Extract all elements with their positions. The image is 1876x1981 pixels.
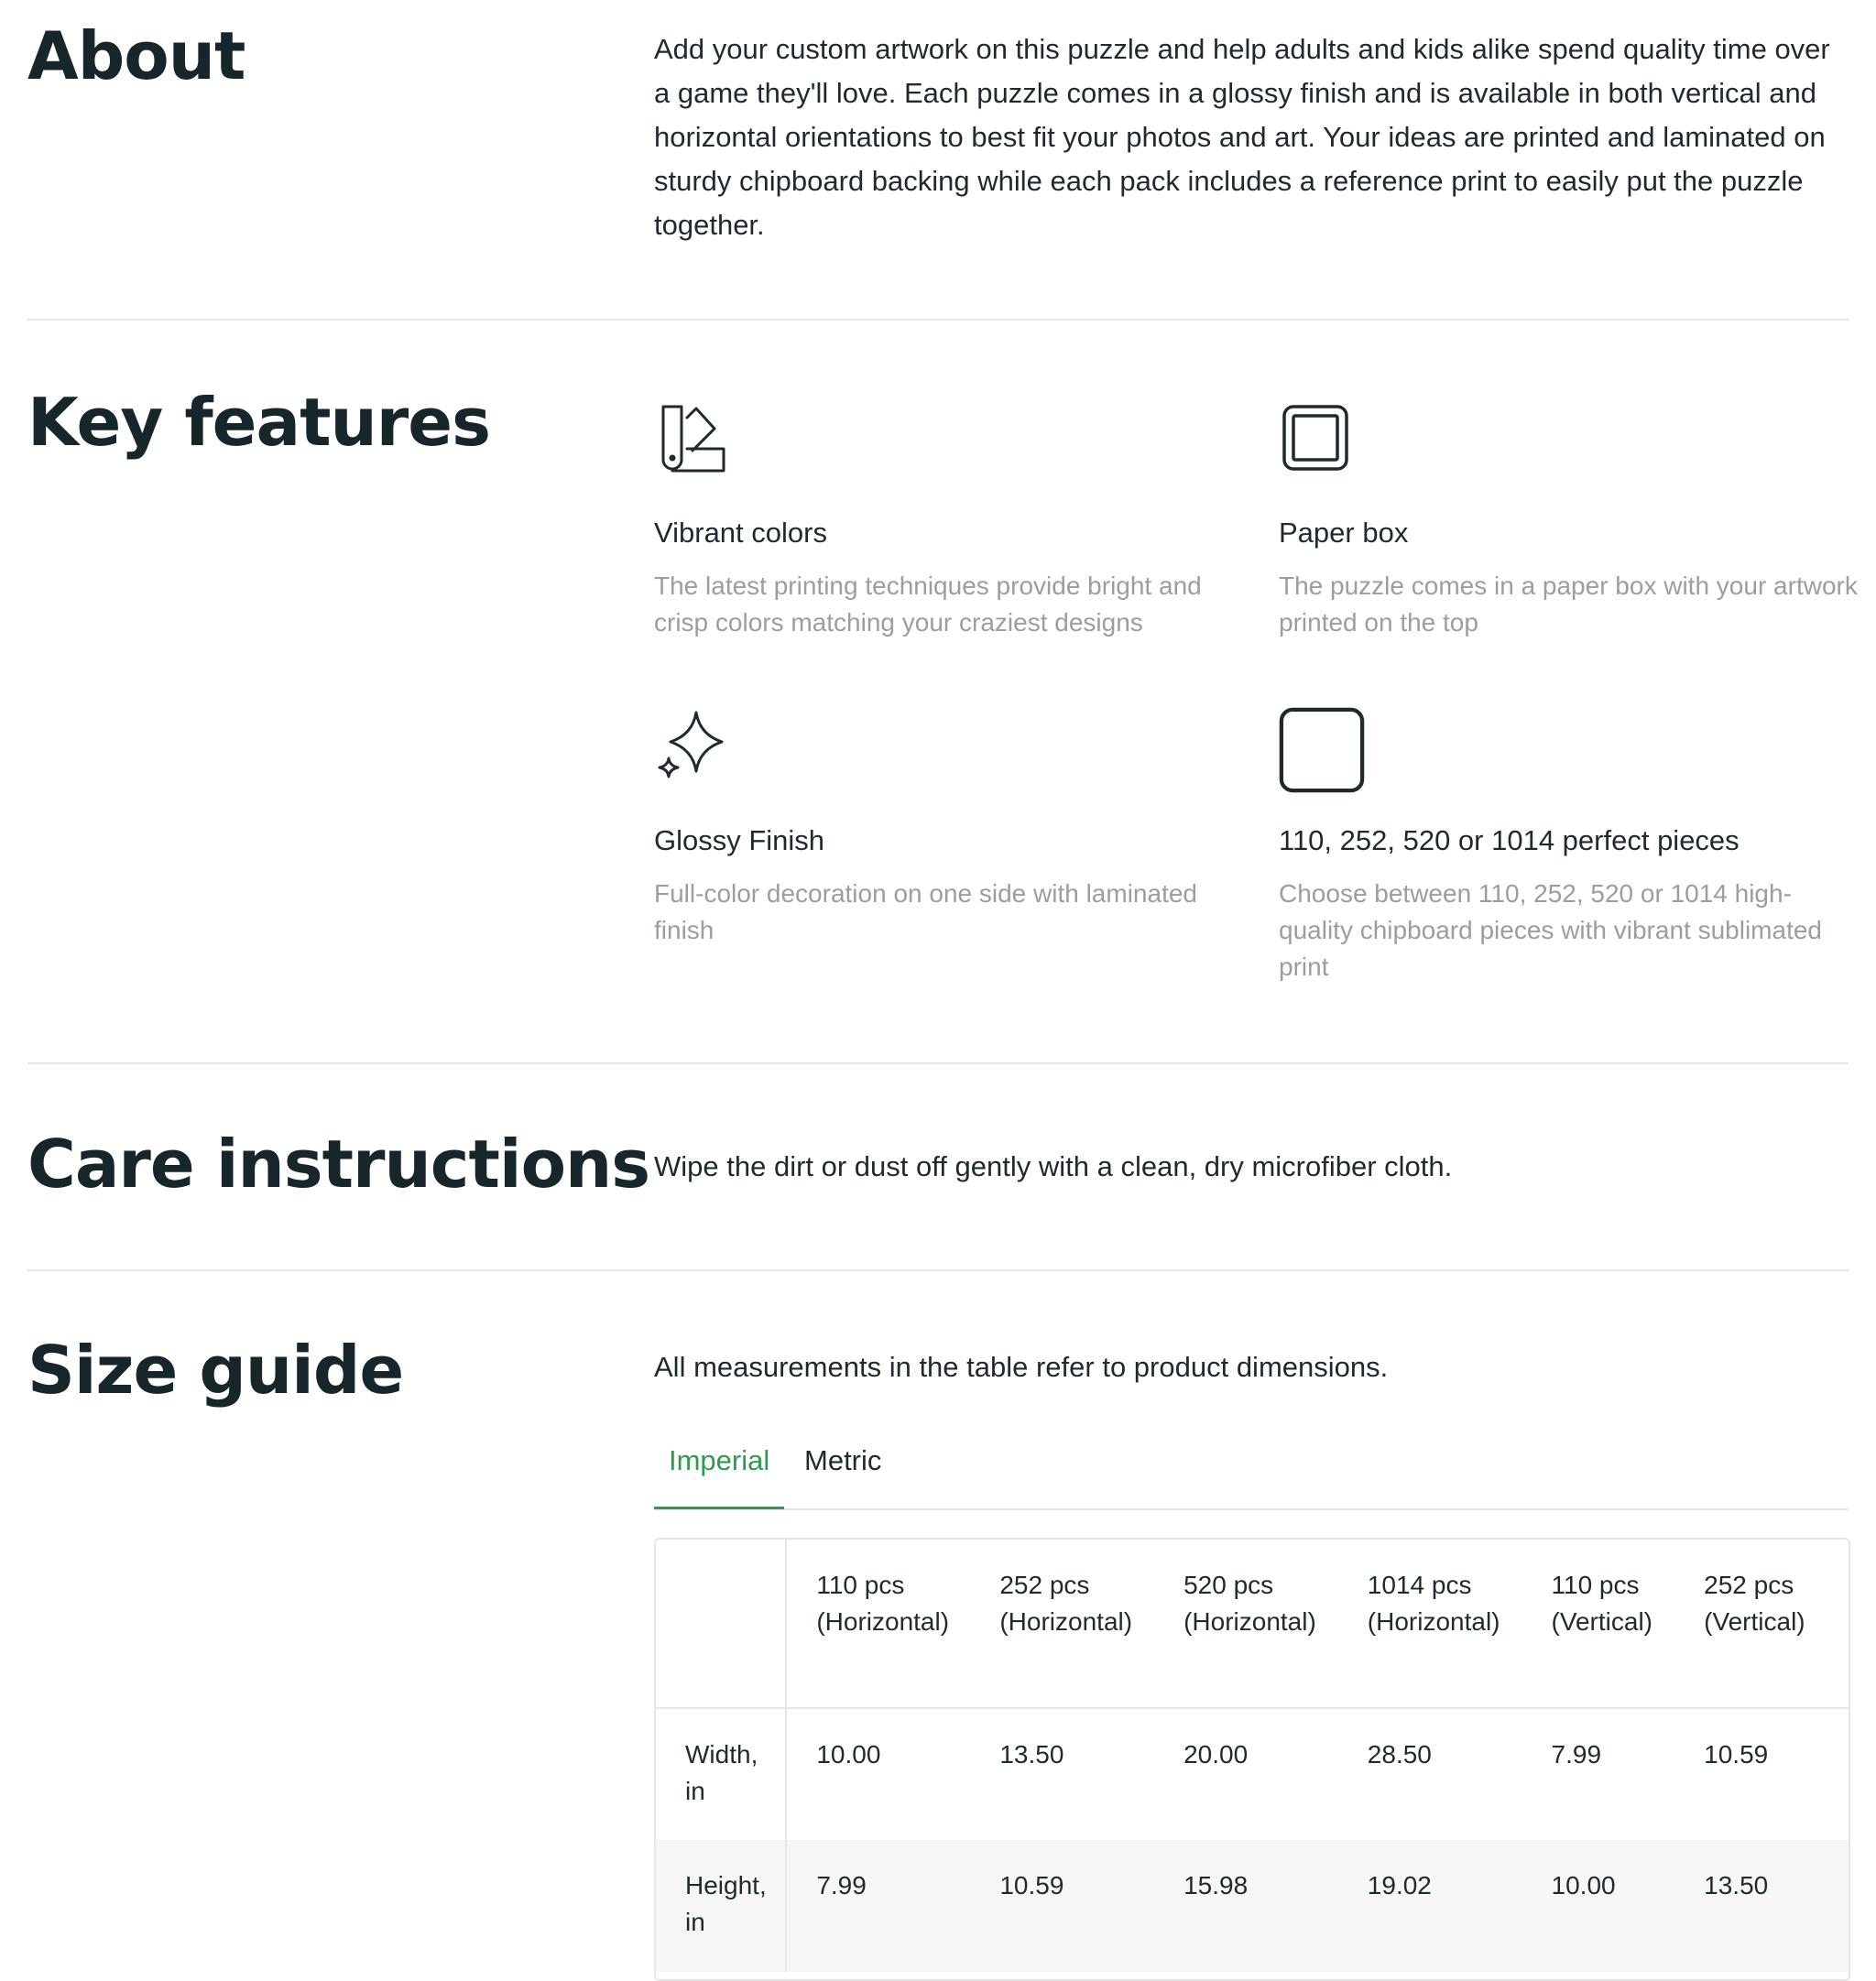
care-instructions-heading: Care instructions bbox=[27, 1126, 650, 1203]
table-cell: 7.99 bbox=[786, 1840, 970, 1972]
feature-perfect-pieces bbox=[1279, 709, 1865, 985]
row-header: Width, in bbox=[656, 1708, 786, 1840]
tab-imperial[interactable]: Imperial bbox=[654, 1435, 784, 1509]
table-cell: 20.00 bbox=[1183, 1740, 1249, 1769]
table-cell: 15.98 bbox=[1154, 1840, 1338, 1972]
feature-desc: The puzzle comes in a paper box with your artwork printed on the top bbox=[1279, 571, 1858, 637]
column-header: 110 pcs (Vertical) bbox=[1551, 1571, 1652, 1636]
table-cell: 10.00 bbox=[1522, 1840, 1675, 1972]
feature-title: 110, 252, 520 or 1014 perfect pieces bbox=[1279, 824, 1740, 856]
feature-desc: Choose between 110, 252, 520 or 1014 high-quality chipboard pieces with vibrant sublimated print bbox=[1279, 879, 1822, 981]
table-cell: 7.99 bbox=[1551, 1740, 1602, 1769]
feature-desc: Full-color decoration on one side with laminated finish bbox=[654, 879, 1197, 944]
key-features-heading: Key features bbox=[27, 384, 490, 461]
column-header: 1014 pcs (Horizontal) bbox=[1367, 1571, 1500, 1636]
feature-vibrant-colors bbox=[654, 401, 1240, 641]
size-guide-heading: Size guide bbox=[27, 1332, 404, 1409]
feature-glossy-finish bbox=[654, 709, 1240, 949]
feature-title: Glossy Finish bbox=[654, 824, 825, 856]
table-row bbox=[656, 1708, 1849, 1840]
column-header: 520 pcs (Horizontal) bbox=[1183, 1571, 1316, 1636]
table-cell: 13.50 bbox=[999, 1740, 1064, 1769]
column-header: 252 pcs (Horizontal) bbox=[999, 1571, 1133, 1636]
size-guide-intro: All measurements in the table refer to product dimensions. bbox=[654, 1351, 1389, 1383]
feature-paper-box bbox=[1279, 401, 1865, 641]
care-instructions-section bbox=[27, 1062, 1849, 1269]
paint-swatch-icon bbox=[654, 401, 727, 474]
about-heading: About bbox=[27, 17, 245, 94]
table-cell: 13.50 bbox=[1674, 1840, 1849, 1972]
table-header-row bbox=[656, 1540, 1849, 1708]
size-guide-section bbox=[27, 1270, 1849, 1966]
table-cell: 10.00 bbox=[816, 1740, 881, 1769]
product-details-page bbox=[27, 0, 1858, 1936]
tab-metric[interactable]: Metric bbox=[804, 1444, 882, 1476]
row-header: Height, in bbox=[656, 1840, 786, 1972]
size-table bbox=[656, 1540, 1849, 1972]
about-text: Add your custom artwork on this puzzle and help adults and kids alike spend quality time over a game they'll love. Each puzzle comes in a glossy finish and is available in both vertical and horizontal orientations to best fit your photos and art. Your ideas are printed and laminated on sturdy chipboard backing while each pack includes a reference print to easily put the puzzle together. bbox=[654, 33, 1830, 241]
unit-tabs bbox=[654, 1435, 1849, 1510]
key-features-section bbox=[27, 321, 1858, 1062]
table-row bbox=[656, 1840, 1849, 1972]
feature-title: Paper box bbox=[1279, 517, 1409, 549]
size-table-container[interactable] bbox=[654, 1538, 1850, 1981]
about-section bbox=[27, 0, 1849, 319]
column-header: 252 pcs (Vertical) bbox=[1704, 1571, 1805, 1636]
square-icon bbox=[1277, 705, 1367, 795]
sparkle-icon bbox=[654, 709, 727, 782]
table-cell: 19.02 bbox=[1338, 1840, 1522, 1972]
table-cell: 10.59 bbox=[970, 1840, 1154, 1972]
table-cell: 28.50 bbox=[1367, 1740, 1432, 1769]
column-header: 110 pcs (Horizontal) bbox=[816, 1571, 950, 1636]
paper-box-icon bbox=[1279, 401, 1352, 474]
feature-desc: The latest printing techniques provide bright and crisp colors matching your craziest designs bbox=[654, 571, 1202, 637]
care-instructions-text: Wipe the dirt or dust off gently with a clean, dry microfiber cloth. bbox=[654, 1150, 1453, 1182]
table-corner-cell bbox=[656, 1540, 786, 1708]
table-cell: 10.59 bbox=[1704, 1740, 1769, 1769]
feature-title: Vibrant colors bbox=[654, 517, 827, 549]
